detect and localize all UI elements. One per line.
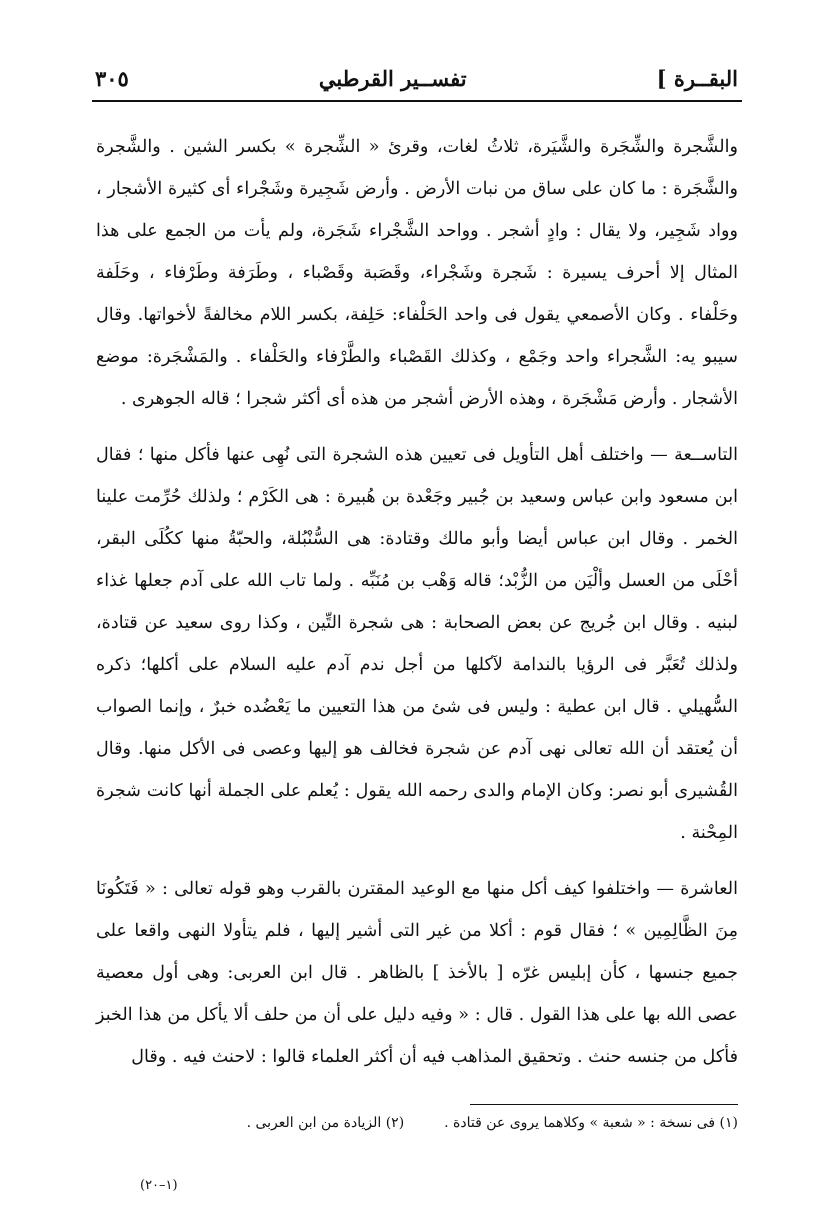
footnote-1: (١) فى نسخة : « شعبة » وكلاهما يروى عن قتادة . xyxy=(444,1115,738,1131)
printer-signature: (١–٢٠) xyxy=(140,1178,178,1193)
section-name: البقــرة ] xyxy=(656,65,738,91)
running-header xyxy=(95,58,738,98)
paragraph-shajara: والشَّجرة والشِّجَرة والشَّيَرة، ثلاثُ لغات، وقرئ « الشِّجرة » بكسر الشين . والشَّجرة والشَّجَرة : ما كان على ساق من نبات الأرض . وأرض شَجِيرة وشَجْراء أى كثيرة الأشجار ، وواد شَجِير، ولا يقال : وادٍ أشجر . وواحد الشَّجْراء شَجَرة، ولم يأت من الجمع على هذا المثال إلا أحرف يسيرة : شَجرة وشَجْراء، وقَصَبة وقَصْباء ، وطَرَفة وطَرْفاء ، وحَلَفة وحَلْفاء . وكان الأصمعي يقول فى واحد الحَلْفاء: حَلِفة، بكسر اللام مخالفةً لأخواتها. وقال سيبو يه: الشَّجراء واحد وجَمْع ، وكذلك القَصْباء والطَّرْفاء والحَلْفاء . والمَشْجَرة: موضع الأشجار . وأرض مَشْجَرة ، وهذه الأرض أشجر من هذه أى أكثر شجرا ؛ قاله الجوهرى . xyxy=(96,137,738,409)
main-text xyxy=(96,126,738,1078)
footnotes xyxy=(140,1115,738,1131)
paragraph-tasia: التاســعة — واختلف أهل التأويل فى تعيين هذه الشجرة التى نُهِى عنها فأكل منها ؛ فقال ابن مسعود وابن عباس وسعيد بن جُبير وجَعْدة بن هُبيرة : هى الكَرْم ؛ ولذلك حُرِّمت علينا الخمر . وقال ابن عباس أيضا وأبو مالك وقتادة: هى السُّنْبُلة، والحبّةُ منها ككُلَى البقر، أحْلَى من العسل وألْيَن من الزُّبْد؛ قاله وَهْب بن مُنَبِّه . ولما تاب الله على آدم جعلها غذاء لبنيه . وقال ابن جُريج عن بعض الصحابة : هى شجرة التِّين ، وكذا روى سعيد عن قتادة، ولذلك تُعَبَّر فى الرؤيا بالندامة لآكلها من أجل ندم آدم عليه السلام على أكلها؛ ذكره السُّهيلي . قال ابن عطية : وليس فى شئ من هذا التعيين ما يَعْضُده خبرٌ ، وإنما الصواب أن يُعتقد أن الله تعالى نهى آدم عن شجرة فخالف هو إليها وعصى فى الأكل منها. وقال القُشيرى أبو نصر: وكان الإمام والدى رحمه الله يقول : يُعلم على الجملة أنها كانت شجرة المِحْنة . xyxy=(96,445,738,843)
footnote-2: (٢) الزيادة من ابن العربى . xyxy=(246,1115,405,1131)
paragraph-ashira: العاشرة — واختلفوا كيف أكل منها مع الوعيد المقترن بالقرب وهو قوله تعالى : « فَتَكُونَا مِنَ الظَّالِمِين » ؛ فقال قوم : أكلا من غير التى أشير إليها ، فلم يتأولا النهى واقعا على جميع جنسها ، كأن إبليس غرّه [ بالأخذ ] بالظاهر . قال ابن العربى: وهى أول معصية عصى الله بها على هذا القول . قال : « وفيه دليل على أن من حلف ألا يأكل من هذا الخبز فأكل من جنسه حنث . وتحقيق المذاهب فيه أن أكثر العلماء قالوا : لاحنث فيه . وقال xyxy=(96,879,738,1067)
header-rule xyxy=(92,100,742,102)
footnote-rule xyxy=(470,1104,738,1105)
page-number: ٣٠٥ xyxy=(95,65,129,91)
book-title: تفســير القرطبي xyxy=(318,65,467,91)
